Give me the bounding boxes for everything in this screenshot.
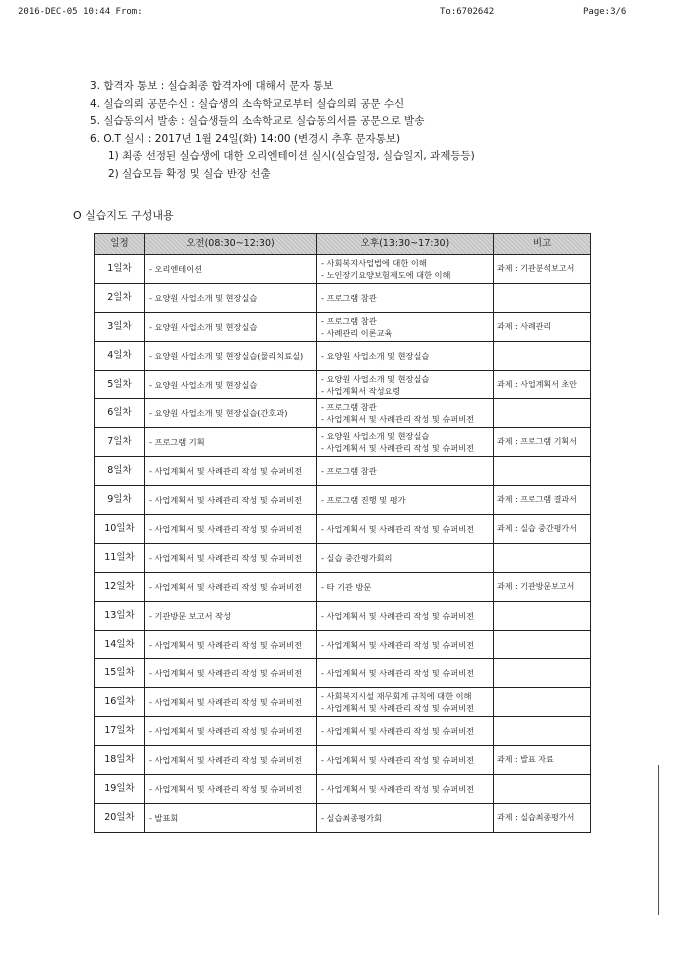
- day-cell: 11일차: [95, 543, 145, 572]
- activity-line: - 프로그램 참관: [321, 292, 377, 303]
- activity-line: - 요양원 사업소개 및 현장실습(간호과): [149, 408, 288, 419]
- activity-line: - 요양원 사업소개 및 현장실습: [321, 431, 430, 442]
- remarks-cell: [494, 283, 591, 312]
- activity-line: - 프로그램 진행 및 평가: [321, 495, 406, 506]
- table-body: [95, 255, 591, 833]
- fax-datetime: 2016-DEC-05 10:44 From:: [18, 7, 143, 17]
- morning-cell: [145, 486, 317, 515]
- remarks-cell: 과제 : 실습최종평가서: [494, 803, 591, 832]
- remarks-cell: [494, 659, 591, 688]
- activity-line: - 기관방문 보고서 작성: [149, 610, 231, 621]
- note-item: 6. O.T 실시 : 2017년 1월 24일(화) 14:00 (변경시 추후 문자통보): [90, 132, 401, 145]
- activity-line: - 사례관리 이론교육: [321, 327, 393, 338]
- afternoon-cell: [317, 630, 494, 659]
- activity-line: - 사업계획서 및 사례관리 작성 및 슈퍼비전: [321, 443, 475, 454]
- afternoon-cell: [317, 283, 494, 312]
- table-row: [95, 659, 591, 688]
- activity-line: - 오리엔테이션: [149, 263, 203, 274]
- day-cell: 16일차: [95, 688, 145, 717]
- table-row: [95, 688, 591, 717]
- activity-line: - 사업계획서 및 사례관리 작성 및 슈퍼비전: [321, 755, 475, 766]
- afternoon-cell: [317, 659, 494, 688]
- activity-line: - 사업계획서 및 사례관리 작성 및 슈퍼비전: [149, 726, 303, 737]
- day-cell: 2일차: [95, 283, 145, 312]
- morning-cell: [145, 775, 317, 804]
- sub-note-item: 1) 최종 선정된 실습생에 대한 오리엔테이션 실시(실습일정, 실습일지, 과제등등): [108, 150, 475, 162]
- table-row: [95, 457, 591, 486]
- remarks-cell: [494, 630, 591, 659]
- activity-line: - 사업계획서 및 사례관리 작성 및 슈퍼비전: [149, 697, 303, 708]
- afternoon-cell: [317, 370, 494, 399]
- remarks-cell: 과제 : 기관방문보고서: [494, 572, 591, 601]
- fax-recipient: To:6702642: [440, 7, 495, 17]
- morning-cell: [145, 803, 317, 832]
- activity-line: - 사업계획서 및 사례관리 작성 및 슈퍼비전: [321, 703, 475, 714]
- remarks-cell: 과제 : 실습 중간평가서: [494, 515, 591, 544]
- table-row: [95, 399, 591, 428]
- morning-cell: [145, 717, 317, 746]
- afternoon-cell: [317, 399, 494, 428]
- activity-line: - 프로그램 기획: [149, 437, 205, 448]
- morning-cell: [145, 630, 317, 659]
- day-cell: 7일차: [95, 428, 145, 457]
- activity-line: - 사업계획서 작성요령: [321, 385, 401, 396]
- activity-line: - 사업계획서 및 사례관리 작성 및 슈퍼비전: [321, 668, 475, 679]
- afternoon-cell: [317, 572, 494, 601]
- afternoon-cell: [317, 601, 494, 630]
- note-item: 3. 합격자 통보 : 실습최종 합격자에 대해서 문자 통보: [90, 80, 334, 92]
- day-cell: 1일차: [95, 255, 145, 284]
- afternoon-cell: [317, 775, 494, 804]
- morning-cell: [145, 659, 317, 688]
- header-schedule: 일정: [95, 234, 145, 255]
- morning-cell: [145, 515, 317, 544]
- table-row: [95, 428, 591, 457]
- table-row: [95, 630, 591, 659]
- day-cell: 15일차: [95, 659, 145, 688]
- table-row: [95, 601, 591, 630]
- fax-page-number: Page:3/6: [583, 7, 627, 17]
- day-cell: 12일차: [95, 572, 145, 601]
- activity-line: - 요양원 사업소개 및 현장실습: [149, 292, 258, 303]
- afternoon-cell: [317, 341, 494, 370]
- table-row: [95, 312, 591, 341]
- activity-line: - 프로그램 참관: [321, 315, 377, 326]
- afternoon-cell: [317, 543, 494, 572]
- schedule-table: [94, 233, 591, 833]
- afternoon-cell: [317, 457, 494, 486]
- remarks-cell: [494, 688, 591, 717]
- table-row: [95, 543, 591, 572]
- morning-cell: [145, 572, 317, 601]
- activity-line: - 실습 중간평가회의: [321, 552, 393, 563]
- table-row: [95, 803, 591, 832]
- remarks-cell: [494, 543, 591, 572]
- activity-line: - 사업계획서 및 사례관리 작성 및 슈퍼비전: [149, 668, 303, 679]
- morning-cell: [145, 341, 317, 370]
- table-row: [95, 717, 591, 746]
- remarks-cell: [494, 717, 591, 746]
- remarks-cell: [494, 399, 591, 428]
- procedure-notes: [90, 78, 650, 183]
- remarks-cell: 과제 : 프로그램 결과서: [494, 486, 591, 515]
- remarks-cell: [494, 341, 591, 370]
- morning-cell: [145, 428, 317, 457]
- afternoon-cell: [317, 312, 494, 341]
- day-cell: 5일차: [95, 370, 145, 399]
- afternoon-cell: [317, 486, 494, 515]
- morning-cell: [145, 312, 317, 341]
- day-cell: 13일차: [95, 601, 145, 630]
- scan-artifact-line: [658, 765, 659, 915]
- morning-cell: [145, 601, 317, 630]
- table-header-row: [95, 234, 591, 255]
- activity-line: - 사업계획서 및 사례관리 작성 및 슈퍼비전: [149, 783, 303, 794]
- morning-cell: [145, 457, 317, 486]
- afternoon-cell: [317, 255, 494, 284]
- activity-line: - 사업계획서 및 사례관리 작성 및 슈퍼비전: [149, 581, 303, 592]
- note-item: 4. 실습의뢰 공문수신 : 실습생의 소속학교로부터 실습의뢰 공문 수신: [90, 97, 405, 110]
- table-row: [95, 746, 591, 775]
- activity-line: - 프로그램 참관: [321, 402, 377, 413]
- day-cell: 10일차: [95, 515, 145, 544]
- morning-cell: [145, 543, 317, 572]
- header-morning: 오전(08:30~12:30): [145, 234, 317, 255]
- day-cell: 14일차: [95, 630, 145, 659]
- day-cell: 8일차: [95, 457, 145, 486]
- activity-line: - 사업계획서 및 사례관리 작성 및 슈퍼비전: [321, 523, 475, 534]
- table-row: [95, 572, 591, 601]
- activity-line: - 사업계획서 및 사례관리 작성 및 슈퍼비전: [149, 755, 303, 766]
- table-row: [95, 370, 591, 399]
- morning-cell: [145, 255, 317, 284]
- activity-line: - 사업계획서 및 사례관리 작성 및 슈퍼비전: [321, 726, 475, 737]
- activity-line: - 프로그램 참관: [321, 466, 377, 477]
- note-item: 5. 실습동의서 발송 : 실습생들의 소속학교로 실습동의서를 공문으로 발송: [90, 115, 425, 127]
- afternoon-cell: [317, 688, 494, 717]
- remarks-cell: 과제 : 사업계획서 초안: [494, 370, 591, 399]
- day-cell: 20일차: [95, 803, 145, 832]
- activity-line: - 요양원 사업소개 및 현장실습: [149, 379, 258, 390]
- day-cell: 4일차: [95, 341, 145, 370]
- table-row: [95, 775, 591, 804]
- header-afternoon: 오후(13:30~17:30): [317, 234, 494, 255]
- morning-cell: [145, 283, 317, 312]
- activity-line: - 요양원 사업소개 및 현장실습(물리치료실): [149, 350, 304, 361]
- remarks-cell: 과제 : 프로그램 기획서: [494, 428, 591, 457]
- activity-line: - 사업계획서 및 사례관리 작성 및 슈퍼비전: [149, 552, 303, 563]
- activity-line: - 사회복지시설 재무회계 규칙에 대한 이해: [321, 691, 472, 702]
- morning-cell: [145, 370, 317, 399]
- morning-cell: [145, 688, 317, 717]
- remarks-cell: 과제 : 사례관리: [494, 312, 591, 341]
- day-cell: 9일차: [95, 486, 145, 515]
- afternoon-cell: [317, 717, 494, 746]
- activity-line: - 발표회: [149, 812, 179, 823]
- activity-line: - 사업계획서 및 사례관리 작성 및 슈퍼비전: [321, 414, 475, 425]
- table-row: [95, 283, 591, 312]
- day-cell: 19일차: [95, 775, 145, 804]
- remarks-cell: [494, 775, 591, 804]
- activity-line: - 사업계획서 및 사례관리 작성 및 슈퍼비전: [321, 610, 475, 621]
- table-row: [95, 515, 591, 544]
- activity-line: - 사업계획서 및 사례관리 작성 및 슈퍼비전: [321, 783, 475, 794]
- section-title: O 실습지도 구성내용: [73, 209, 174, 222]
- activity-line: - 실습최종평가회: [321, 812, 382, 823]
- table-row: [95, 255, 591, 284]
- activity-line: - 사업계획서 및 사례관리 작성 및 슈퍼비전: [149, 523, 303, 534]
- table-row: [95, 486, 591, 515]
- activity-line: - 사업계획서 및 사례관리 작성 및 슈퍼비전: [149, 466, 303, 477]
- day-cell: 17일차: [95, 717, 145, 746]
- remarks-cell: [494, 457, 591, 486]
- activity-line: - 타 기관 방문: [321, 581, 372, 592]
- remarks-cell: [494, 601, 591, 630]
- afternoon-cell: [317, 515, 494, 544]
- table-row: [95, 341, 591, 370]
- sub-note-item: 2) 실습모듬 확정 및 실습 반장 선출: [108, 167, 271, 180]
- remarks-cell: 과제 : 발표 자료: [494, 746, 591, 775]
- day-cell: 6일차: [95, 399, 145, 428]
- afternoon-cell: [317, 803, 494, 832]
- activity-line: - 사회복지사업법에 대한 이해: [321, 257, 427, 268]
- day-cell: 3일차: [95, 312, 145, 341]
- activity-line: - 사업계획서 및 사례관리 작성 및 슈퍼비전: [149, 639, 303, 650]
- activity-line: - 요양원 사업소개 및 현장실습: [321, 373, 430, 384]
- afternoon-cell: [317, 746, 494, 775]
- remarks-cell: 과제 : 기관분석보고서: [494, 255, 591, 284]
- activity-line: - 사업계획서 및 사례관리 작성 및 슈퍼비전: [149, 495, 303, 506]
- fax-header: [0, 7, 700, 21]
- header-remarks: 비고: [494, 234, 591, 255]
- activity-line: - 요양원 사업소개 및 현장실습: [321, 350, 430, 361]
- activity-line: - 노인장기요양보험제도에 대한 이해: [321, 269, 451, 280]
- activity-line: - 요양원 사업소개 및 현장실습: [149, 321, 258, 332]
- afternoon-cell: [317, 428, 494, 457]
- morning-cell: [145, 399, 317, 428]
- morning-cell: [145, 746, 317, 775]
- activity-line: - 사업계획서 및 사례관리 작성 및 슈퍼비전: [321, 639, 475, 650]
- day-cell: 18일차: [95, 746, 145, 775]
